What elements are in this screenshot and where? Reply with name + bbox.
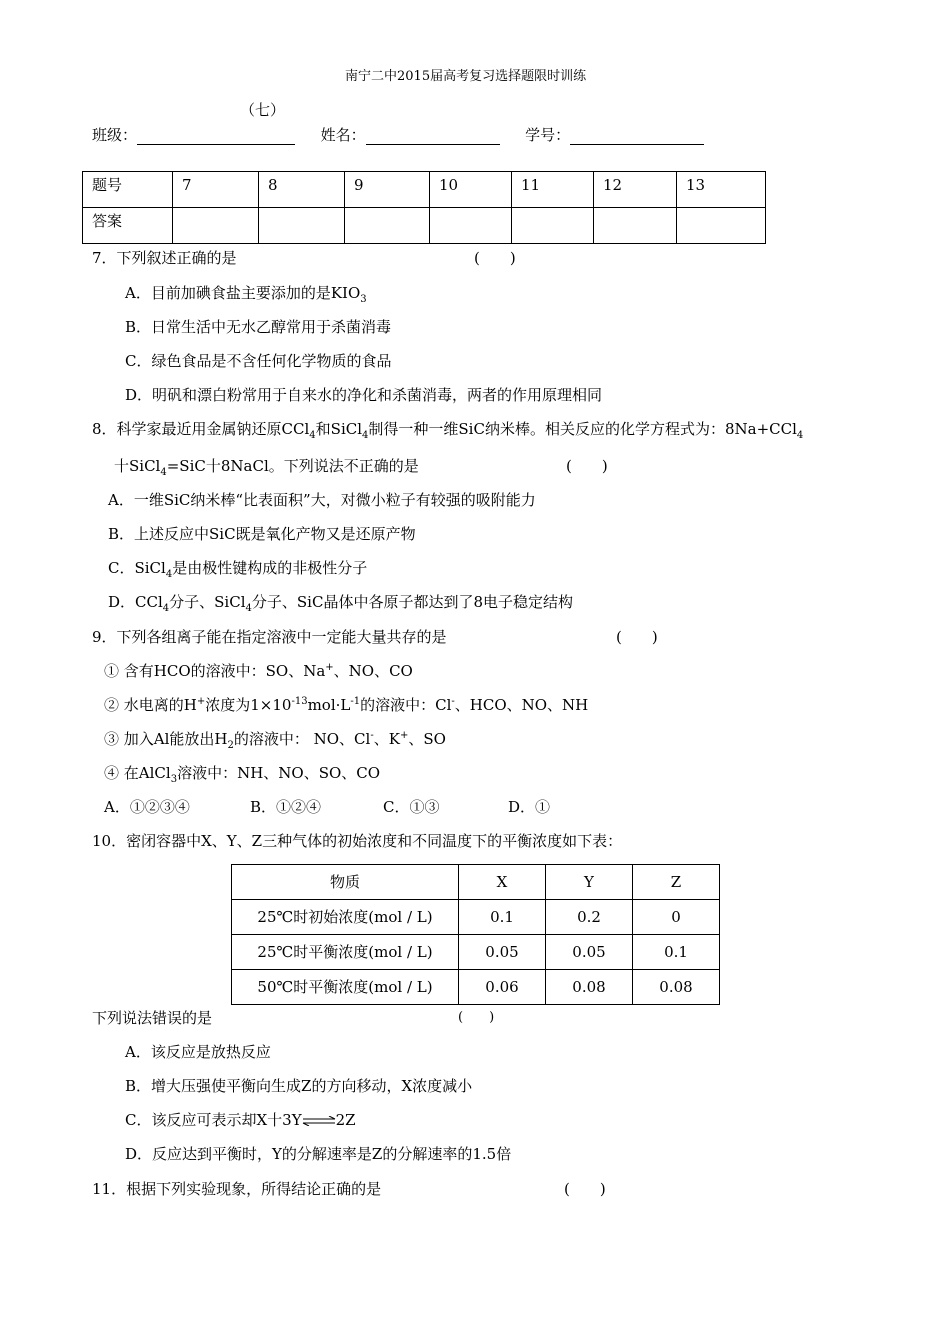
answer-cell[interactable] xyxy=(677,208,766,244)
q7-paren: ( ) xyxy=(474,249,516,267)
q11-paren: ( ) xyxy=(564,1180,606,1198)
table-cell: 物质 xyxy=(232,865,459,900)
q8-option-a: A．一维SiC纳米棒“比表面积”大，对微小粒子有较强的吸附能力 xyxy=(108,491,536,509)
q7-stem: 7．下列叙述正确的是 xyxy=(92,249,237,267)
q8-stem-line2: 十SiCl$_4$=SiC十8NaCl。下列说法不正确的是 xyxy=(114,457,419,478)
answer-cell[interactable] xyxy=(259,208,345,244)
equilibrium-arrow-icon xyxy=(302,1116,336,1126)
table-cell: 10 xyxy=(430,172,512,208)
q9-item-1: ① 含有HCO的溶液中：SO、Na+、NO、CO xyxy=(104,662,413,680)
table-cell: 25℃时平衡浓度(mol / L) xyxy=(232,935,459,970)
q10-option-c: C．该反应可表示却X十3Y 2Z xyxy=(125,1111,356,1129)
table-cell: 0.08 xyxy=(546,970,633,1005)
table-cell: Z xyxy=(633,865,720,900)
answer-cell[interactable] xyxy=(345,208,430,244)
answer-cell[interactable] xyxy=(512,208,594,244)
q9-item-3: ③ 加入Al能放出$H_2$的溶液中： NO、Cl-、K+、SO xyxy=(104,730,446,751)
q11-stem: 11．根据下列实验现象，所得结论正确的是 xyxy=(92,1180,382,1198)
q7-option-a: A．目前加碘食盐主要添加的是$KIO_3$ xyxy=(125,284,367,305)
q8-option-d: D．CCl$_4$分子、SiCl$_4$分子、SiC晶体中各原子都达到了8电子稳定结构 xyxy=(108,593,573,614)
table-cell: 0.1 xyxy=(633,935,720,970)
answer-cell[interactable] xyxy=(430,208,512,244)
q10-paren: ( ) xyxy=(458,1010,495,1025)
answer-table-header-row xyxy=(83,172,766,208)
table-cell: 8 xyxy=(259,172,345,208)
equilibrium-table xyxy=(231,864,720,1005)
table-cell: 7 xyxy=(173,172,259,208)
student-info-row xyxy=(92,125,704,145)
q10-stem: 10．密闭容器中X、Y、Z三种气体的初始浓度和不同温度下的平衡浓度如下表： xyxy=(92,832,623,850)
name-blank[interactable] xyxy=(366,128,500,145)
table-cell: 9 xyxy=(345,172,430,208)
table-cell: 0 xyxy=(633,900,720,935)
q8-paren: ( ) xyxy=(566,457,608,475)
table-cell: 12 xyxy=(594,172,677,208)
answer-cell[interactable] xyxy=(173,208,259,244)
q9-item-2: ② 水电离的H+浓度为$1\times 10^{-13}mol\cdot L^{-1}$的溶液中：Cl-、HCO、NO、NH xyxy=(104,696,589,714)
q10-after-text: 下列说法错误的是 xyxy=(92,1009,213,1027)
answer-table-answer-row xyxy=(83,208,766,244)
table-row xyxy=(232,970,720,1005)
table-cell: 13 xyxy=(677,172,766,208)
table-cell: 答案 xyxy=(83,208,173,244)
table-cell: 0.1 xyxy=(459,900,546,935)
table-cell: 0.2 xyxy=(546,900,633,935)
table-cell: 50℃时平衡浓度(mol / L) xyxy=(232,970,459,1005)
answer-table xyxy=(82,171,766,244)
table-cell: 25℃时初始浓度(mol / L) xyxy=(232,900,459,935)
table-cell: 0.06 xyxy=(459,970,546,1005)
table-cell: Y xyxy=(546,865,633,900)
id-label: 学号： xyxy=(525,126,571,144)
q7-option-c: C．绿色食品是不含任何化学物质的食品 xyxy=(125,352,392,370)
table-row xyxy=(232,935,720,970)
table-cell: 0.05 xyxy=(546,935,633,970)
q8-option-b: B．上述反应中SiC既是氧化产物又是还原产物 xyxy=(108,525,416,543)
q9-option-a: A．①②③④ xyxy=(104,798,190,816)
table-cell: 0.08 xyxy=(633,970,720,1005)
q9-option-c: C．①③ xyxy=(383,798,440,816)
q8-option-c: C．SiCl$_4$是由极性键构成的非极性分子 xyxy=(108,559,368,580)
part-number: （七） xyxy=(240,101,286,119)
q9-stem: 9．下列各组离子能在指定溶液中一定能大量共存的是 xyxy=(92,628,447,646)
table-row xyxy=(232,865,720,900)
class-blank[interactable] xyxy=(137,128,295,145)
answer-cell[interactable] xyxy=(594,208,677,244)
q10-option-b: B．增大压强使平衡向生成Z的方向移动，X浓度减小 xyxy=(125,1077,473,1095)
name-label: 姓名： xyxy=(320,126,366,144)
q8-stem-line1: 8．科学家最近用金属钠还原CCl$_4$和SiCl$_4$制得一种一维SiC纳米棒。相关反应的化学方程式为：8Na+CCl$_4$ xyxy=(92,420,804,441)
table-cell: 0.05 xyxy=(459,935,546,970)
q9-option-b: B．①②④ xyxy=(250,798,322,816)
q7-option-b: B．日常生活中无水乙醇常用于杀菌消毒 xyxy=(125,318,392,336)
q10-option-a: A．该反应是放热反应 xyxy=(125,1043,271,1061)
q9-option-d: D．① xyxy=(508,798,551,816)
q10-option-d: D．反应达到平衡时，Y的分解速率是Z的分解速率的1.5倍 xyxy=(125,1145,512,1163)
q9-paren: ( ) xyxy=(616,628,658,646)
table-cell: 题号 xyxy=(83,172,173,208)
q7-option-d: D．明矾和漂白粉常用于自来水的净化和杀菌消毒，两者的作用原理相同 xyxy=(125,386,603,404)
class-label: 班级： xyxy=(92,126,138,144)
table-cell: 11 xyxy=(512,172,594,208)
table-row xyxy=(232,900,720,935)
document-title: 南宁二中2015届高考复习选择题限时训练 xyxy=(345,69,587,84)
id-blank[interactable] xyxy=(570,128,704,145)
table-cell: X xyxy=(459,865,546,900)
q9-item-4: ④ 在AlCl$_3$溶液中：NH、NO、SO、CO xyxy=(104,764,381,785)
